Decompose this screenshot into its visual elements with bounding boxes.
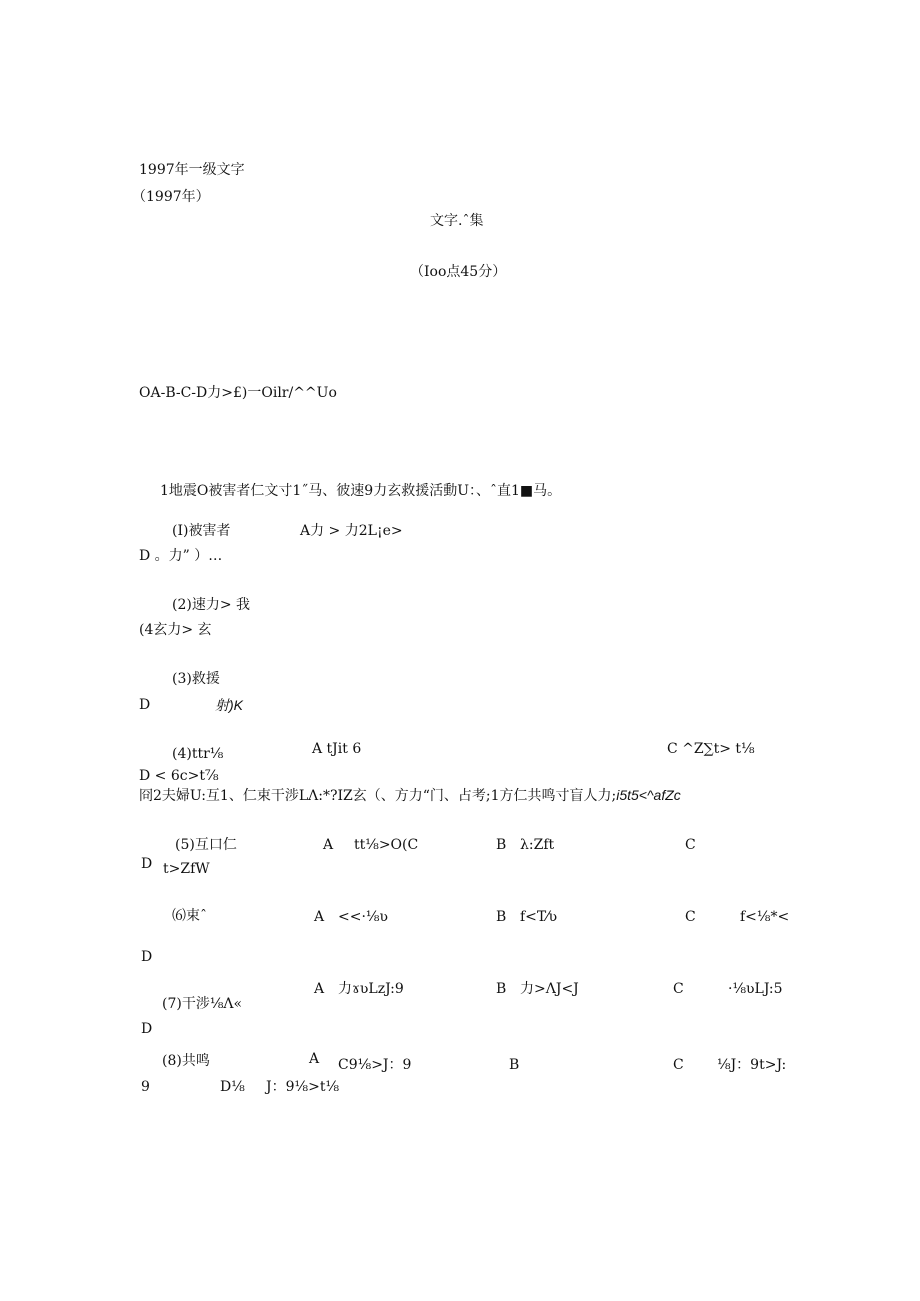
question2-stem: [139, 786, 681, 805]
q1-item3-number: (3)救援: [172, 671, 220, 687]
year-paren: （1997年）: [132, 189, 210, 205]
question2-stem-main: 冏2夫婦U:互1、仁束干涉LΛ:*?IZ玄（、方力“门、占考;1方仁共鸣寸盲人力;: [139, 788, 617, 804]
q1-item4-option-d: D < 6c>t⅞: [139, 768, 219, 784]
q1-item2-option-d: (4玄力> 玄: [139, 622, 212, 638]
q2-item8-option-d-text: J：9⅛>t⅛: [266, 1079, 340, 1095]
q2-item7-option-c-label: C: [673, 981, 684, 997]
q2-item5-option-d-label: D: [141, 856, 153, 872]
q1-item3-option-d-text: 射)K: [215, 697, 243, 713]
q1-item4-option-c: C ^Z∑t> t⅛: [667, 741, 755, 757]
q2-item8-option-b-label: B: [509, 1057, 520, 1073]
q2-item5-option-b: λ:Zft: [520, 837, 555, 853]
q2-item5-option-c-label: C: [685, 837, 696, 853]
score-note: （Ioo点45分）: [410, 264, 507, 280]
question1-stem: 1地震O被害者仁文寸1˝马、彼速9力玄救援活動U：、ˆ直1■马。: [160, 483, 562, 499]
q2-item6-option-b: f<T⁄ʋ: [520, 909, 558, 925]
q1-item1-number: (I)被害者: [172, 523, 231, 539]
q2-item6-option-a: <<·⅛ʋ: [338, 909, 388, 925]
q2-item7-number: (7)干涉⅛Λ«: [162, 996, 243, 1012]
q2-item5-option-a: tt⅛>O(C: [354, 837, 419, 853]
q2-item6-option-a-label: A: [314, 909, 325, 925]
q1-item2-number: (2)速力> 我: [172, 597, 251, 613]
q2-item8-option-d: D⅛: [220, 1079, 245, 1095]
q1-item1-option-a: A力 > 力2L¡e>: [300, 523, 403, 539]
q2-item6-option-b-label: B: [496, 909, 507, 925]
q2-item7-option-a-label: A: [314, 981, 325, 997]
subject-title: 文字.ˆ集: [430, 213, 484, 229]
q1-item4-number: (4)ttr⅛: [172, 746, 224, 762]
q2-item8-option-a-label: A: [309, 1051, 320, 1067]
q2-item6-number: ⑹束ˆ: [172, 908, 207, 924]
q1-item4-option-a: A tJit 6: [312, 741, 362, 757]
q2-item5-number: (5)互口仁: [175, 837, 237, 853]
q2-item7-option-b: 力>ΛJ<J: [520, 981, 579, 997]
q2-item8-option-c: ⅛J：9t>J:: [717, 1057, 787, 1073]
q2-item7-option-c: ·⅛ʋLJ:5: [728, 981, 783, 997]
q2-item6-option-c: f<⅛*<: [740, 909, 790, 925]
q2-item8-option-d-label: 9: [141, 1079, 150, 1095]
q2-item8-number: (8)共鸣: [162, 1053, 210, 1069]
q1-item1-option-d: D 。力” ）…: [139, 548, 223, 564]
q2-item8-option-c-label: C: [673, 1057, 684, 1073]
q2-item6-option-d-label: D: [141, 949, 153, 965]
q2-item6-option-c-label: C: [685, 909, 696, 925]
q2-item7-option-b-label: B: [496, 981, 507, 997]
instruction-line: OA-B-C-D力>£)一Oilr/^^Uo: [139, 385, 337, 401]
q2-item8-option-a: C9⅛>J：9: [338, 1057, 412, 1073]
q2-item7-option-d-label: D: [141, 1021, 153, 1037]
q2-item5-option-b-label: B: [496, 837, 507, 853]
year-title: 1997年一级文字: [139, 162, 245, 178]
q1-item3-option-d: D: [139, 697, 151, 713]
q2-item5-option-a-label: A: [323, 837, 334, 853]
q2-item7-option-a: 力ɤʋLzJ:9: [338, 981, 404, 997]
question2-stem-tail: i5t5<^afZc: [616, 787, 681, 803]
q2-item5-option-d: t>ZfW: [163, 861, 210, 877]
